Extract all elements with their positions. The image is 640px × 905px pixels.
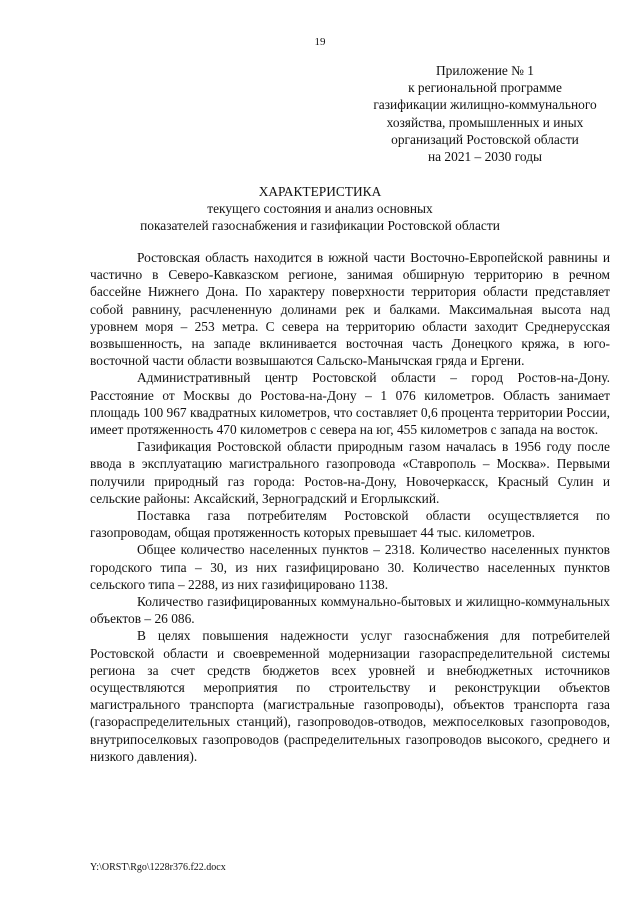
appendix-line: организаций Ростовской области bbox=[391, 131, 579, 147]
paragraph-gasification-history: Газификация Ростовской области природным газом началась в 1956 году после ввода в эксплуатацию магистрального газопровода «Ставрополь – Москва». Первыми получили природный газ города: Ростов-на-Дону, Новочеркасск, Красный Сулин и сельские районы: Аксайский, Зерноградский и Егорлыкский. bbox=[90, 439, 610, 506]
paragraph-geography: Ростовская область находится в южной части Восточно-Европейской равнины и частично в Северо-Кавказском регионе, занимая обширную территорию в речном бассейне Нижнего Дона. По характеру поверхности территория области представляет собой равнину, расчлененную долинами рек и балками. Максимальная высота над уровнем моря – 253 метра. С севера на территорию области заходит Среднерусская возвышенность, на западе вклинивается восточная часть Донецкого кряжа, в юго-восточной части области возвышаются Сальско-Манычская гряда и Ергени. bbox=[90, 250, 610, 369]
title-subtitle-line: текущего состояния и анализ основных bbox=[207, 201, 433, 216]
title-subtitle-line: показателей газоснабжения и газификации Ростовской области bbox=[140, 218, 500, 233]
paragraph-admin-center: Административный центр Ростовской области – город Ростов-на-Дону. Расстояние от Москвы до Ростова-на-Дону – 1 076 километров. Область занимает площадь 100 967 квадратных километров, что составляет 0,6 процента территории России, имеет протяженность 470 километров с севера на юг, 455 километров с запада на восток. bbox=[90, 370, 610, 438]
paragraph-gas-supply: Поставка газа потребителям Ростовской области осуществляется по газопроводам, общая протяженность которых превышает 44 тыс. километров. bbox=[90, 508, 610, 541]
paragraph-settlements: Общее количество населенных пунктов – 2318. Количество населенных пунктов городского типа – 30, из них газифицировано 30. Количество населенных пунктов сельского типа – 2288, из них газифицировано 1138. bbox=[90, 542, 610, 592]
file-path-footer: Y:\ORST\Rgo\1228r376.f22.docx bbox=[90, 862, 226, 873]
paragraph-facilities: Количество газифицированных коммунально-бытовых и жилищно-коммунальных объектов – 26 086. bbox=[90, 594, 610, 627]
appendix-line: к региональной программе bbox=[408, 80, 562, 96]
appendix-line: Приложение № 1 bbox=[435, 63, 535, 78]
appendix-line: на 2021 – 2030 годы bbox=[427, 149, 543, 165]
document-title bbox=[60, 183, 580, 234]
title-heading: ХАРАКТЕРИСТИКА bbox=[258, 184, 382, 199]
paragraph-reliability: В целях повышения надежности услуг газоснабжения для потребителей Ростовской области и своевременной модернизации газораспределительной системы региона за счет средств бюджетов всех уровней и внебюджетных источников осуществляются мероприятия по строительству и реконструкции объектов магистрального транспорта (магистральные газопроводы), объектов транспорта газа (газораспределительных станций), газопроводов-отводов, межпоселковых газопроводов, внутрипоселковых газопроводов (распределительных газопроводов высокого, среднего и низкого давления). bbox=[90, 628, 610, 764]
appendix-line: хозяйства, промышленных и иных bbox=[386, 114, 584, 130]
document-body bbox=[90, 249, 610, 765]
appendix-header bbox=[340, 62, 630, 165]
appendix-line: газификации жилищно-коммунального bbox=[373, 97, 597, 113]
page-number: 19 bbox=[314, 36, 326, 48]
